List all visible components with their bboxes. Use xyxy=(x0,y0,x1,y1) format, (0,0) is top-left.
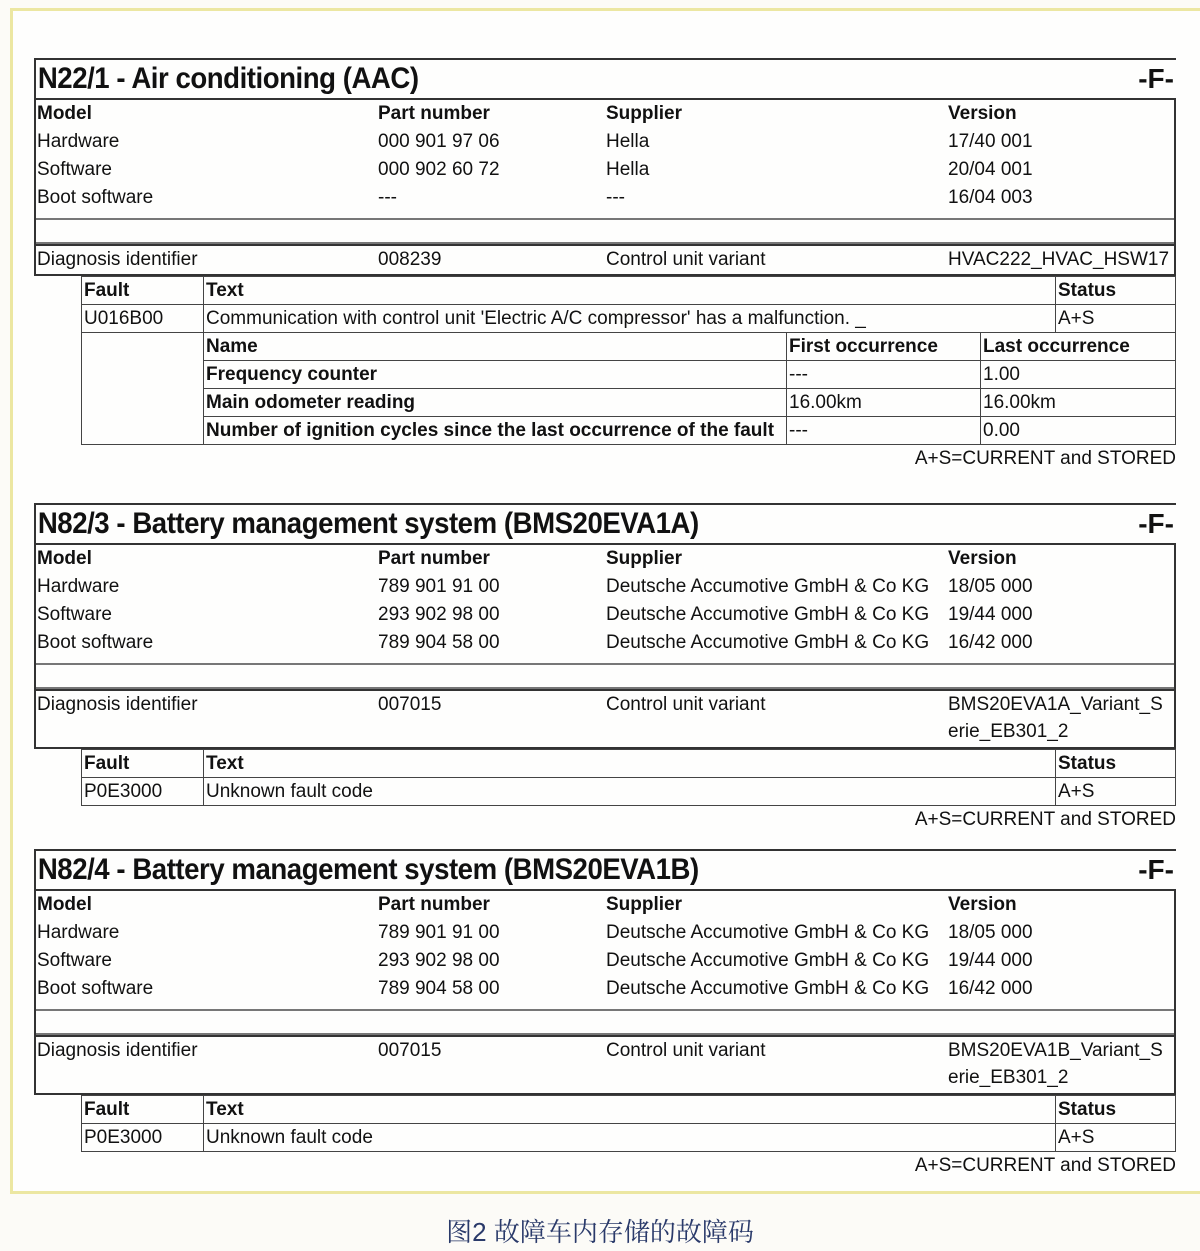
version-row xyxy=(36,947,1174,975)
variant-label: Control unit variant xyxy=(606,1040,766,1061)
module-title: N22/1 - Air conditioning (AAC) xyxy=(37,62,419,95)
fault-header: Fault xyxy=(82,1096,204,1124)
version-row xyxy=(36,629,1174,657)
col-version-header: Version xyxy=(948,103,1017,124)
fault-text: Unknown fault code xyxy=(204,1124,1056,1152)
detail-name: Main odometer reading xyxy=(204,389,787,417)
version-cell: 20/04 001 xyxy=(948,159,1033,180)
version-cell: 16/04 003 xyxy=(948,187,1033,208)
version-cell: 16/42 000 xyxy=(948,978,1033,999)
supplier-cell: Deutsche Accumotive GmbH & Co KG xyxy=(606,950,930,971)
version-header-row xyxy=(36,100,1174,128)
status-header: Status xyxy=(1056,277,1176,305)
col-part-header: Part number xyxy=(378,894,490,915)
module-bms-a xyxy=(34,503,1176,834)
module-flag: -F- xyxy=(1138,508,1174,539)
version-cell: 19/44 000 xyxy=(948,950,1033,971)
status-header: Status xyxy=(1056,750,1176,778)
fault-header-row xyxy=(82,1096,1176,1124)
version-table xyxy=(34,889,1176,1037)
variant-value: HVAC222_HVAC_HSW17 xyxy=(948,249,1170,270)
fault-code: U016B00 xyxy=(82,305,204,333)
version-row xyxy=(36,919,1174,947)
version-cell: 19/44 000 xyxy=(948,604,1033,625)
spacer-row xyxy=(36,218,1174,244)
supplier-cell: Hella xyxy=(606,131,650,152)
part-cell: --- xyxy=(378,187,397,208)
module-header xyxy=(34,58,1176,98)
version-header-row xyxy=(36,891,1174,919)
model-cell: Software xyxy=(37,159,112,180)
detail-row xyxy=(82,417,1176,445)
figure-caption: 图2 故障车内存储的故障码 xyxy=(446,1217,754,1247)
detail-indent xyxy=(82,333,204,445)
part-cell: 789 904 58 00 xyxy=(378,632,500,653)
model-cell: Hardware xyxy=(37,131,120,152)
detail-row xyxy=(82,389,1176,417)
version-cell: 18/05 000 xyxy=(948,922,1033,943)
col-supplier-header: Supplier xyxy=(606,894,683,915)
variant-value: BMS20EVA1B_Variant_Serie_EB301_2 xyxy=(948,1040,1163,1088)
col-supplier-header: Supplier xyxy=(606,103,683,124)
version-table xyxy=(34,543,1176,691)
variant-label: Control unit variant xyxy=(606,694,766,715)
diagnosis-row xyxy=(34,1037,1176,1095)
diagnosis-row xyxy=(34,246,1176,276)
detail-last: 0.00 xyxy=(981,417,1176,445)
status-legend: A+S=CURRENT and STORED xyxy=(914,1155,1176,1176)
supplier-cell: Hella xyxy=(606,159,650,180)
fault-status: A+S xyxy=(1056,1124,1176,1152)
detail-last: 1.00 xyxy=(981,361,1176,389)
detail-name: Frequency counter xyxy=(204,361,787,389)
part-cell: 293 902 98 00 xyxy=(378,950,500,971)
fault-header: Fault xyxy=(82,277,204,305)
supplier-cell: Deutsche Accumotive GmbH & Co KG xyxy=(606,978,930,999)
diagnosis-value: 007015 xyxy=(378,1040,442,1061)
detail-first: --- xyxy=(787,417,981,445)
diagnosis-value: 008239 xyxy=(378,249,442,270)
text-header: Text xyxy=(204,750,1056,778)
model-cell: Software xyxy=(37,950,112,971)
part-cell: 789 904 58 00 xyxy=(378,978,500,999)
col-part-header: Part number xyxy=(378,103,490,124)
col-model-header: Model xyxy=(37,548,92,569)
version-cell: 18/05 000 xyxy=(948,576,1033,597)
model-cell: Hardware xyxy=(37,576,120,597)
module-flag: -F- xyxy=(1138,63,1174,94)
diagnosis-value: 007015 xyxy=(378,694,442,715)
model-cell: Boot software xyxy=(37,978,154,999)
module-bms-b xyxy=(34,849,1176,1180)
supplier-cell: Deutsche Accumotive GmbH & Co KG xyxy=(606,922,930,943)
part-cell: 789 901 91 00 xyxy=(378,922,500,943)
fault-row xyxy=(82,1124,1176,1152)
module-aac xyxy=(34,58,1176,473)
module-header xyxy=(34,503,1176,543)
part-cell: 293 902 98 00 xyxy=(378,604,500,625)
fault-header-row xyxy=(82,750,1176,778)
detail-first: --- xyxy=(787,361,981,389)
detail-first-header: First occurrence xyxy=(787,333,981,361)
version-cell: 17/40 001 xyxy=(948,131,1033,152)
supplier-cell: Deutsche Accumotive GmbH & Co KG xyxy=(606,576,930,597)
part-cell: 000 902 60 72 xyxy=(378,159,500,180)
fault-status: A+S xyxy=(1056,778,1176,806)
detail-header-row xyxy=(82,333,1176,361)
version-header-row xyxy=(36,545,1174,573)
spacer-row xyxy=(36,663,1174,689)
status-legend: A+S=CURRENT and STORED xyxy=(914,448,1176,469)
text-header: Text xyxy=(204,1096,1056,1124)
version-row xyxy=(36,128,1174,156)
module-flag: -F- xyxy=(1138,854,1174,885)
supplier-cell: Deutsche Accumotive GmbH & Co KG xyxy=(606,604,930,625)
text-header: Text xyxy=(204,277,1056,305)
col-model-header: Model xyxy=(37,103,92,124)
col-version-header: Version xyxy=(948,894,1017,915)
fault-text: Communication with control unit 'Electric A/C compressor' has a malfunction. _ xyxy=(204,305,1056,333)
part-cell: 000 901 97 06 xyxy=(378,131,500,152)
diagnosis-label: Diagnosis identifier xyxy=(37,694,198,715)
fault-row xyxy=(82,778,1176,806)
model-cell: Boot software xyxy=(37,187,154,208)
variant-label: Control unit variant xyxy=(606,249,766,270)
detail-last-header: Last occurrence xyxy=(981,333,1176,361)
version-cell: 16/42 000 xyxy=(948,632,1033,653)
module-header xyxy=(34,849,1176,889)
status-header: Status xyxy=(1056,1096,1176,1124)
fault-code: P0E3000 xyxy=(82,778,204,806)
model-cell: Software xyxy=(37,604,112,625)
fault-table xyxy=(81,749,1176,806)
spacer-row xyxy=(36,1009,1174,1035)
fault-text: Unknown fault code xyxy=(204,778,1056,806)
version-row xyxy=(36,975,1174,1003)
fault-header: Fault xyxy=(82,750,204,778)
detail-name-header: Name xyxy=(204,333,787,361)
model-cell: Boot software xyxy=(37,632,154,653)
fault-row xyxy=(82,305,1176,333)
col-version-header: Version xyxy=(948,548,1017,569)
variant-value: BMS20EVA1A_Variant_Serie_EB301_2 xyxy=(948,694,1163,742)
version-row xyxy=(36,601,1174,629)
diagnosis-label: Diagnosis identifier xyxy=(37,249,198,270)
supplier-cell: --- xyxy=(606,187,625,208)
supplier-cell: Deutsche Accumotive GmbH & Co KG xyxy=(606,632,930,653)
diagnosis-row xyxy=(34,691,1176,749)
fault-code: P0E3000 xyxy=(82,1124,204,1152)
version-row xyxy=(36,573,1174,601)
module-title: N82/4 - Battery management system (BMS20EVA1B) xyxy=(37,853,699,886)
col-model-header: Model xyxy=(37,894,92,915)
detail-row xyxy=(82,361,1176,389)
detail-first: 16.00km xyxy=(787,389,981,417)
col-part-header: Part number xyxy=(378,548,490,569)
version-row xyxy=(36,184,1174,212)
col-supplier-header: Supplier xyxy=(606,548,683,569)
version-row xyxy=(36,156,1174,184)
part-cell: 789 901 91 00 xyxy=(378,576,500,597)
status-legend: A+S=CURRENT and STORED xyxy=(914,809,1176,830)
version-table xyxy=(34,98,1176,246)
fault-status: A+S xyxy=(1056,305,1176,333)
fault-table xyxy=(81,276,1176,445)
diagnosis-label: Diagnosis identifier xyxy=(37,1040,198,1061)
detail-name: Number of ignition cycles since the last occurrence of the fault xyxy=(204,417,787,445)
detail-last: 16.00km xyxy=(981,389,1176,417)
model-cell: Hardware xyxy=(37,922,120,943)
module-title: N82/3 - Battery management system (BMS20EVA1A) xyxy=(37,507,699,540)
fault-header-row xyxy=(82,277,1176,305)
fault-table xyxy=(81,1095,1176,1152)
